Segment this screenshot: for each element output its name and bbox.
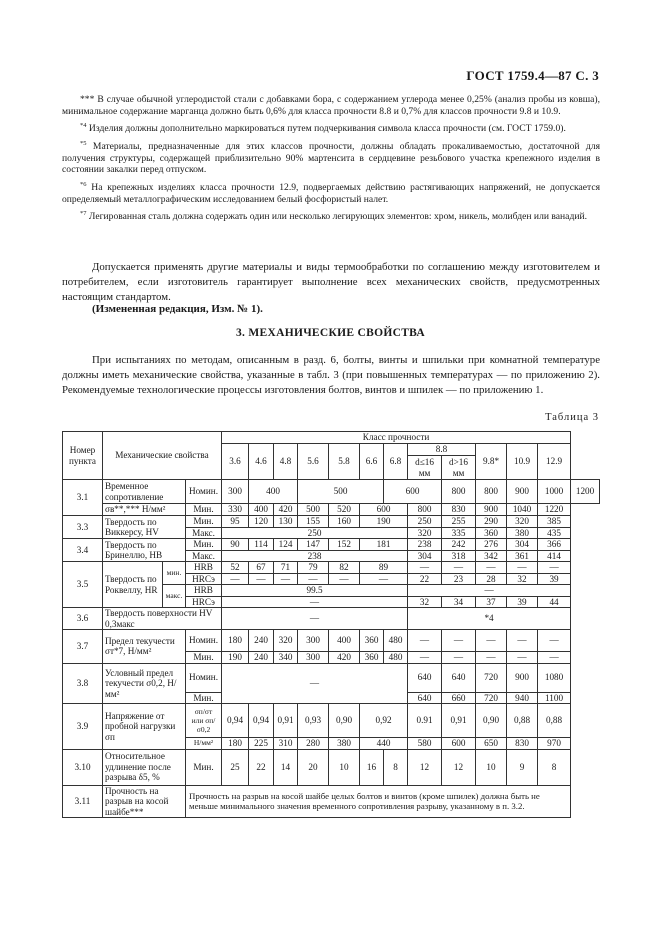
table-cell: 970 [538,738,571,750]
table-cell: — [507,562,538,574]
table-cell: 600 [384,480,442,504]
table-cell: 640 [442,663,476,692]
table-row [63,539,600,551]
table-row [63,749,600,785]
table-cell: 238 [408,539,442,551]
table-cell: 0,88 [507,704,538,738]
table-cell: 900 [507,663,538,692]
table-cell: — [408,562,442,574]
table-cell: 830 [442,504,476,516]
table-cell: 800 [408,504,442,516]
table-cell: 240 [249,630,274,652]
table-cell: 34 [442,596,476,608]
table-cell: 52 [222,562,249,574]
class-col: 9.8* [476,444,507,480]
table-cell: Мин. [186,749,222,785]
table-cell: 580 [408,738,442,750]
table-cell: 242 [442,539,476,551]
table-cell: Прочность на разрыв на косой шайбе целых болтов и винтов (кроме шпилек) должна быть не меньше минимального значения временного сопротивления разрыву, указанному в п. 3.2. [186,785,571,818]
table-cell: — [408,585,571,597]
table-cell: 160 [329,516,360,528]
table-cell: 660 [442,692,476,704]
table-cell: Номин. [186,480,222,504]
table-cell: 90 [222,539,249,551]
table-cell: 225 [249,738,274,750]
table-cell: HRB [186,562,222,574]
table-cell: σв**,*** Н/мм² [103,504,186,516]
table-cell: 342 [476,550,507,562]
table-cell: 23 [442,573,476,585]
table-row [63,504,600,516]
table-cell: — [408,652,442,664]
table-cell: Условный предел текучести σ0,2, Н/мм² [103,663,186,704]
table-cell: 250 [222,527,408,539]
table-cell: 190 [222,652,249,664]
table-cell: Прочность на разрыв на косой шайбе*** [103,785,186,818]
table-cell: — [360,573,408,585]
class-col: 3.6 [222,444,249,480]
table-cell: Твердость по Бринеллю, HB [103,539,186,562]
header-number: Номер пункта [63,432,103,480]
table-cell: 800 [442,480,476,504]
table-cell: 0,94 [222,704,249,738]
table-cell: Мин. [186,539,222,551]
table-cell: 152 [329,539,360,551]
footnote: $^{*6}$ На крепежных изделиях класса прочности 12.9, подвергаемых действию растягивающих напряжений, не допускается определяемый металлографическим исследованием белый фосфористый налет. [62,180,600,205]
paragraph: Допускается применять другие материалы и виды термообработки по соглашению между изготовителем и потребителем, если изготовитель гарантирует выполнение всех механических свойств, предусмотренных настоящим стандартом. [62,261,600,303]
table-cell: 380 [329,738,360,750]
table-cell: — [507,652,538,664]
table-cell: 1040 [507,504,538,516]
class-col: 4.6 [249,444,274,480]
table-cell: — [222,608,408,630]
table-cell: — [274,573,298,585]
table-cell: 0.91 [408,704,442,738]
table-cell: 8 [384,749,408,785]
table-cell: 0,90 [476,704,507,738]
table-row [63,562,600,574]
table-cell: 3.5 [63,562,103,608]
table-cell: 500 [298,504,329,516]
table-cell: 12 [408,749,442,785]
table-cell: 276 [476,539,507,551]
table-cell: 82 [329,562,360,574]
table-cell: 320 [408,527,442,539]
table-cell: 9 [507,749,538,785]
table-cell: 32 [507,573,538,585]
table-cell: 238 [222,550,408,562]
table-cell: 0,90 [329,704,360,738]
table-cell: Твердость по Виккерсу, HV [103,516,186,539]
table-cell: — [222,596,408,608]
table-cell: 0,88 [538,704,571,738]
table-cell: HRB [186,585,222,597]
table-cell: 12 [442,749,476,785]
table-cell: 14 [274,749,298,785]
table-cell: 720 [476,692,507,704]
table-cell: 3.11 [63,785,103,818]
table-cell: 360 [360,652,384,664]
table-cell: Мин. [186,652,222,664]
table-cell: 800 [476,480,507,504]
table-cell: 650 [476,738,507,750]
table-cell: Номин. [186,663,222,692]
table-cell: 16 [360,749,384,785]
table-cell: 320 [274,630,298,652]
footnote: $^{*4}$ Изделия должны дополнительно маркироваться путем подчеркивания символа класса прочности (см. ГОСТ 1759.0). [80,122,566,135]
table-cell: 360 [476,527,507,539]
table-cell: — [222,573,249,585]
table-cell: 0,91 [442,704,476,738]
header-class: Класс прочности [222,432,571,444]
header-property: Механические свойства [103,432,222,480]
table-cell: 300 [298,652,329,664]
table-cell: 720 [476,663,507,692]
class-col: 12.9 [538,444,571,480]
table-cell: 120 [249,516,274,528]
table-cell: 480 [384,652,408,664]
table-cell: 22 [408,573,442,585]
table-cell: 0,93 [298,704,329,738]
table-cell: Макс. [186,527,222,539]
table-cell: 3.8 [63,663,103,704]
table-cell: — [442,562,476,574]
table-cell: 89 [360,562,408,574]
table-cell: 380 [507,527,538,539]
table-cell: 3.1 [63,480,103,516]
table-cell: — [442,652,476,664]
table-cell: 147 [298,539,329,551]
table-cell: — [476,630,507,652]
properties-table [62,431,600,818]
table-cell: 400 [329,630,360,652]
table-cell: 318 [442,550,476,562]
table-cell: Мин. [186,516,222,528]
table-cell: 22 [249,749,274,785]
table-cell: *4 [408,608,571,630]
table-cell: Номин. [186,630,222,652]
table-cell: 385 [538,516,571,528]
table-cell: 0,91 [274,704,298,738]
table-cell: 600 [442,738,476,750]
table-cell: 400 [249,504,274,516]
table-cell: — [249,573,274,585]
table-caption: Таблица 3 [545,412,599,423]
table-cell: 8 [538,749,571,785]
table-cell: — [329,573,360,585]
page-header: ГОСТ 1759.4—87 С. 3 [466,68,599,83]
class-col: 6.8 [384,444,408,480]
section-title: 3. МЕХАНИЧЕСКИЕ СВОЙСТВА [235,327,426,339]
redaction-note: (Измененная редакция, Изм. № 1). [92,303,263,315]
table-cell: 280 [298,738,329,750]
table-cell: — [442,630,476,652]
table-cell: Мин. [186,692,222,704]
table-cell: 130 [274,516,298,528]
table-cell: 181 [360,539,408,551]
table-cell: 10 [329,749,360,785]
table-cell: Макс. [186,550,222,562]
table-cell: — [476,562,507,574]
table-cell: Твердость по Роквеллу, HR [103,562,163,608]
table-cell: 290 [476,516,507,528]
table-cell: 340 [274,652,298,664]
table-cell: 420 [274,504,298,516]
footnote: $^{*7}$ Легированная сталь должна содержать один или несколько легирующих элементов: хром, никель, молибден или ванадий. [80,210,587,223]
table-cell: 640 [408,663,442,692]
class-col: 5.6 [298,444,329,480]
table-cell: 95 [222,516,249,528]
table-cell: 99.5 [222,585,408,597]
table-cell: макс. [163,585,186,608]
table-cell: 79 [298,562,329,574]
table-cell: 3.6 [63,608,103,630]
table-cell: 37 [476,596,507,608]
table-row [63,480,600,504]
footnote: $^{*5}$ Материалы, предназначенные для этих классов прочности, должны обладать прокаливаемостью, достаточной для получения структуры, содержащей приблизительно 90% мартенсита в сердцевине резьбового участка крепежного изделия в состоянии закалки перед отпуском. [62,139,600,176]
table-cell: 25 [222,749,249,785]
table-cell: Н/мм² [186,738,222,750]
table-cell: 32 [408,596,442,608]
table-row [63,630,600,652]
paragraph: При испытаниях по методам, описанным в разд. 6, болты, винты и шпильки при комнатной температуре должны иметь механические свойства, указанные в табл. 3 (при повышенных температурах — по приложению 2). Рекомендуемые технологические процессы изготовления болтов, винтов и шпилек — по приложению 1. [62,354,600,396]
class-col: 8.8 [408,444,476,456]
table-cell: — [507,630,538,652]
table-cell: 0,92 [360,704,408,738]
table-row [63,608,600,630]
table-cell: 361 [507,550,538,562]
table-cell: 39 [538,573,571,585]
table-cell: 1100 [538,692,571,704]
table-cell: 3.4 [63,539,103,562]
table-cell: 400 [249,480,298,504]
table-cell: 3.7 [63,630,103,664]
table-cell: 900 [476,504,507,516]
table-cell: 435 [538,527,571,539]
table-cell: 366 [538,539,571,551]
table-cell: Предел текучести σт*7, Н/мм² [103,630,186,664]
table-cell: 640 [408,692,442,704]
table-cell: 480 [384,630,408,652]
table-cell: 250 [408,516,442,528]
class-col: 10.9 [507,444,538,480]
class-col: d>16 мм [442,456,476,480]
table-cell: 10 [476,749,507,785]
table-cell: 300 [222,480,249,504]
table-cell: σп/σт или σп/σ0,2 [186,704,222,738]
table-cell: 155 [298,516,329,528]
table-cell: 320 [507,516,538,528]
table-cell: 71 [274,562,298,574]
table-cell: 240 [249,652,274,664]
table-cell: 124 [274,539,298,551]
class-col: 4.8 [274,444,298,480]
table-cell: 28 [476,573,507,585]
table-row [63,516,600,528]
table-cell: Относительное удлинение после разрыва δ5, % [103,749,186,785]
footnote: *** В случае обычной углеродистой стали с добавками бора, с содержанием углерода менее 0,25% (анализ пробы из ковша), минимальное содержание марганца должно быть 0,6% для класса прочности 8.8 и 0,7% для классов прочности 9.8 и 10.9. [62,94,600,117]
table-cell: 330 [222,504,249,516]
table-cell: 3.9 [63,704,103,750]
class-col: d≤16 мм [408,456,442,480]
table-cell: Временное сопротивление [103,480,186,504]
table-cell: 440 [360,738,408,750]
table-cell: — [538,630,571,652]
table-cell: 414 [538,550,571,562]
table-cell: — [408,630,442,652]
table-cell: мин. [163,562,186,585]
class-col: 6.6 [360,444,384,480]
table-cell: 1000 [538,480,571,504]
table-cell: 940 [507,692,538,704]
table-cell: 520 [329,504,360,516]
table-cell: 335 [442,527,476,539]
table-cell: 304 [507,539,538,551]
table-cell: 3.10 [63,749,103,785]
table-cell: — [538,562,571,574]
table-cell: 44 [538,596,571,608]
class-col: 5.8 [329,444,360,480]
table-cell: 180 [222,630,249,652]
table-cell: 20 [298,749,329,785]
table-cell: 255 [442,516,476,528]
footnotes [62,94,600,226]
table-cell: 3.3 [63,516,103,539]
table-row [63,704,600,738]
table-cell: 304 [408,550,442,562]
table-cell: 500 [298,480,384,504]
table-cell: Напряжение от пробной нагрузки σп [103,704,186,750]
table-cell: 300 [298,630,329,652]
table-cell: Мин. [186,504,222,516]
table-cell: — [298,573,329,585]
table-cell: — [538,652,571,664]
table-cell: HRCэ [186,596,222,608]
table-row [63,785,600,818]
table-row [63,663,600,692]
table-cell: 420 [329,652,360,664]
table-cell: — [222,663,408,704]
table-cell: 900 [507,480,538,504]
table-cell: 114 [249,539,274,551]
table-cell: 600 [360,504,408,516]
table-cell: 0,94 [249,704,274,738]
table-cell: 1200 [571,480,600,504]
table-cell: Твердость поверхности HV 0,3макс [103,608,222,630]
table-cell: 190 [360,516,408,528]
table-cell: 39 [507,596,538,608]
table-cell: 1080 [538,663,571,692]
table-cell: 830 [507,738,538,750]
table-cell: 310 [274,738,298,750]
table-cell: 67 [249,562,274,574]
table-cell: HRCэ [186,573,222,585]
table-cell: 1220 [538,504,571,516]
table-cell: 360 [360,630,384,652]
table-cell: 180 [222,738,249,750]
table-cell: — [476,652,507,664]
